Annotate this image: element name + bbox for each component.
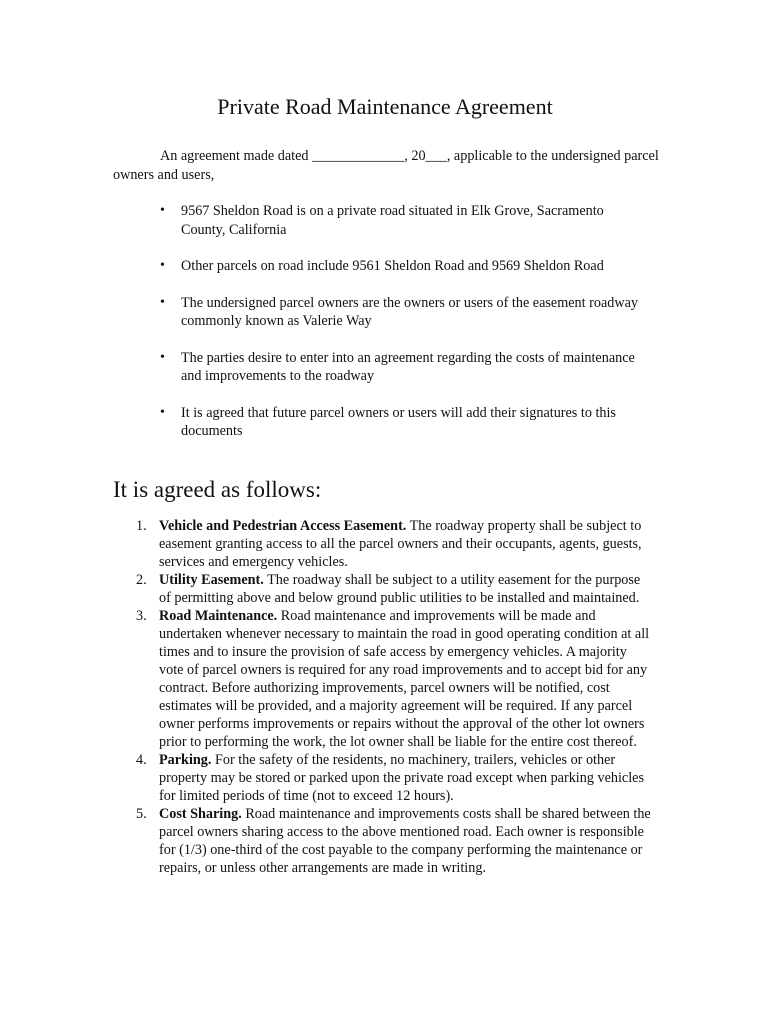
- bullet-icon: •: [160, 404, 165, 420]
- term-item: [113, 607, 653, 751]
- document-title: Private Road Maintenance Agreement: [217, 94, 553, 119]
- terms-list: [113, 517, 673, 877]
- term-number: 1.: [136, 518, 147, 534]
- term-title: Road Maintenance.: [159, 608, 278, 624]
- term-text: Road maintenance and improvements costs shall be shared between the parcel owners sharing access to the above mentioned road. Each owner is responsible for (1/3) one-third of the cost payable to the company performing the maintenance or repairs, or unless other arrangements are made in writing.: [159, 806, 651, 876]
- term-item: [113, 805, 653, 877]
- recital-item: [113, 349, 651, 386]
- term-number: 2.: [136, 572, 147, 588]
- recital-item: [113, 404, 651, 441]
- term-title: Utility Easement.: [159, 572, 264, 588]
- term-item: [113, 571, 653, 607]
- term-title: Vehicle and Pedestrian Access Easement.: [159, 518, 407, 534]
- bullet-icon: •: [160, 294, 165, 310]
- term-text: For the safety of the residents, no machinery, trailers, vehicles or other property may be stored or parked upon the private road except when parking vehicles for limited periods of time (not to exceed 12 hours).: [159, 752, 644, 804]
- intro-paragraph: An agreement made dated _____________, 20___, applicable to the undersigned parcel owners and users,: [113, 148, 659, 183]
- term-text: Road maintenance and improvements will be made and undertaken whenever necessary to maintain the road in good operating condition at all times and to insure the provision of safe access by emergency vehicles. A majority vote of parcel owners is required for any road improvements and to accept bid for any contract. Before authorizing improvements, parcel owners will be notified, cost estimates will be provided, and a majority agreement will be required. If any parcel owner performs improvements or repairs without the approval of the other lot owners prior to performing the work, the lot owner shall be liable for the entire cost thereof.: [159, 608, 650, 750]
- recital-item: [113, 202, 651, 239]
- recital-text: It is agreed that future parcel owners or users will add their signatures to this documents: [181, 404, 616, 439]
- recital-text: Other parcels on road include 9561 Sheldon Road and 9569 Sheldon Road: [181, 258, 604, 274]
- bullet-icon: •: [160, 349, 165, 365]
- term-item: [113, 517, 653, 571]
- term-title: Cost Sharing.: [159, 806, 242, 822]
- term-number: 4.: [136, 752, 147, 768]
- bullet-icon: •: [160, 203, 165, 218]
- term-number: 3.: [136, 608, 147, 624]
- term-number: 5.: [136, 806, 147, 822]
- recital-item: [113, 257, 651, 276]
- recital-text: 9567 Sheldon Road is on a private road situated in Elk Grove, Sacramento County, California: [181, 203, 604, 238]
- recitals-list: [113, 202, 673, 459]
- bullet-icon: •: [160, 258, 165, 273]
- term-text: The roadway shall be subject to a utility easement for the purpose of permitting above and below ground public utilities to be installed and maintained.: [159, 572, 641, 606]
- term-title: Parking.: [159, 752, 212, 768]
- recital-text: The parties desire to enter into an agreement regarding the costs of maintenance and improvements to the roadway: [181, 349, 635, 384]
- term-item: [113, 751, 653, 805]
- term-text: The roadway property shall be subject to easement granting access to all the parcel owners and their occupants, agents, guests, services and emergency vehicles.: [159, 518, 642, 570]
- section-heading: It is agreed as follows:: [113, 477, 322, 502]
- recital-item: [113, 294, 651, 331]
- recital-text: The undersigned parcel owners are the owners or users of the easement roadway commonly known as Valerie Way: [181, 294, 638, 329]
